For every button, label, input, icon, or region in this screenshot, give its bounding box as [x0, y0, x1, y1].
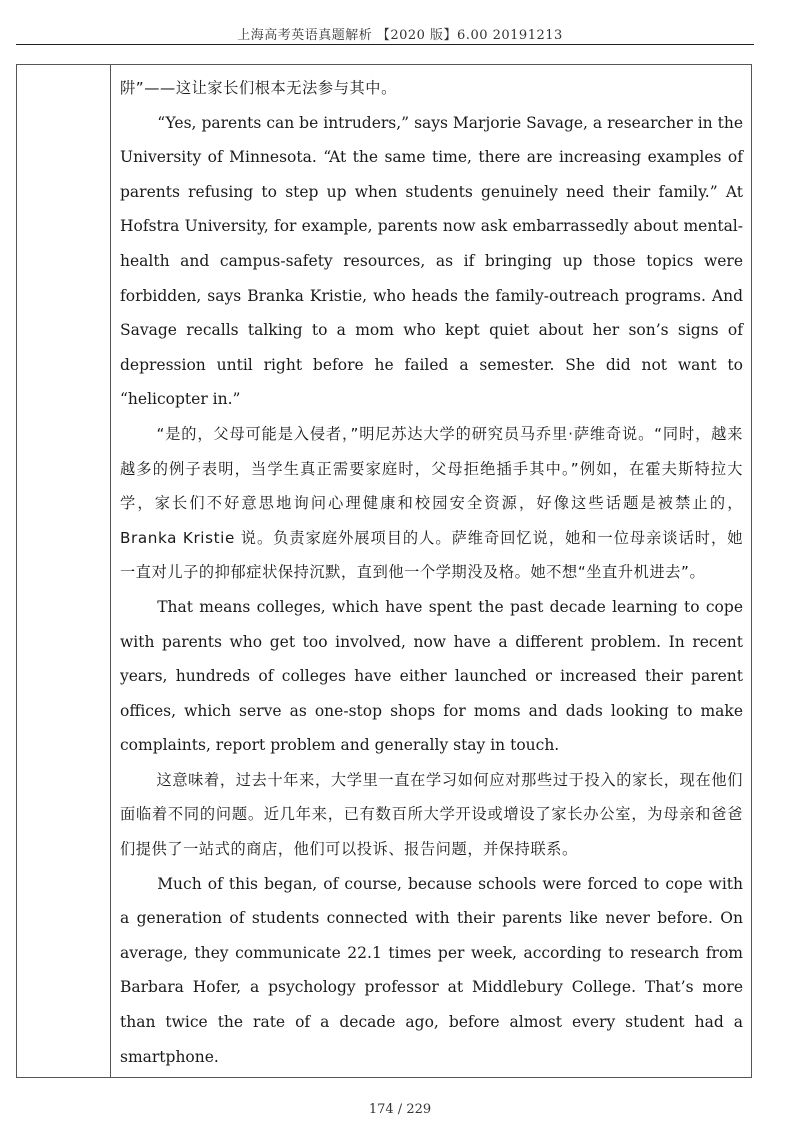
left-column: [17, 65, 111, 1077]
chinese-paragraph-continued: 阱”——这让家长们根本无法参与其中。: [120, 79, 397, 97]
page-number: 174 / 229: [368, 1102, 432, 1117]
content-table: [16, 64, 752, 1078]
english-paragraph: “Yes, parents can be intruders,” says Marjorie Savage, a researcher in the University of Minnesota. “At the same time, there are increasing examples of parents refusing to step up when students genuinely need their family.” At Hofstra University, for example, parents now ask embarrassedly about mental-health and campus-safety resources, as if bringing up those topics were forbidden, says Branka Kristie, who heads the family-outreach programs. And Savage recalls talking to a mom who kept quiet about her son’s signs of depression until right before he failed a semester. She did not want to “helicopter in.”: [120, 113, 743, 409]
chinese-paragraph: 这意味着，过去十年来，大学里一直在学习如何应对那些过于投入的家长，现在他们面临着不同的问题。近几年来，已有数百所大学开设或增设了家长办公室，为母亲和爸爸们提供了一站式的商店，他们可以投诉、报告问题，并保持联系。: [120, 770, 743, 859]
header-divider: [16, 44, 754, 45]
english-paragraph: That means colleges, which have spent the past decade learning to cope with parents who get too involved, now have a different problem. In recent years, hundreds of colleges have either launched or increased their parent offices, which serve as one-stop shops for moms and dads looking to make complaints, report problem and generally stay in touch.: [120, 597, 743, 755]
page-header: 上海高考英语真题解析 【2020 版】6.00 20191213: [237, 28, 563, 43]
chinese-paragraph: “是的，父母可能是入侵者，”明尼苏达大学的研究员马乔里·萨维奇说。“同时，越来越多的例子表明，当学生真正需要家庭时，父母拒绝插手其中。”例如，在霍夫斯特拉大学，家长们不好意思地询问心理健康和校园安全资源，好像这些话题是被禁止的，Branka Kristie 说。负责家庭外展项目的人。萨维奇回忆说，她和一位母亲谈话时，她一直对儿子的抑郁症状保持沉默，直到他一个学期没及格。她不想“坐直升机进去”。: [120, 424, 743, 582]
english-paragraph: Much of this began, of course, because schools were forced to cope with a generation of students connected with their parents like never before. On average, they communicate 22.1 times per week, according to research from Barbara Hofer, a psychology professor at Middlebury College. That’s more than twice the rate of a decade ago, before almost every student had a smartphone.: [120, 874, 743, 1066]
content-cell: [112, 65, 751, 1074]
